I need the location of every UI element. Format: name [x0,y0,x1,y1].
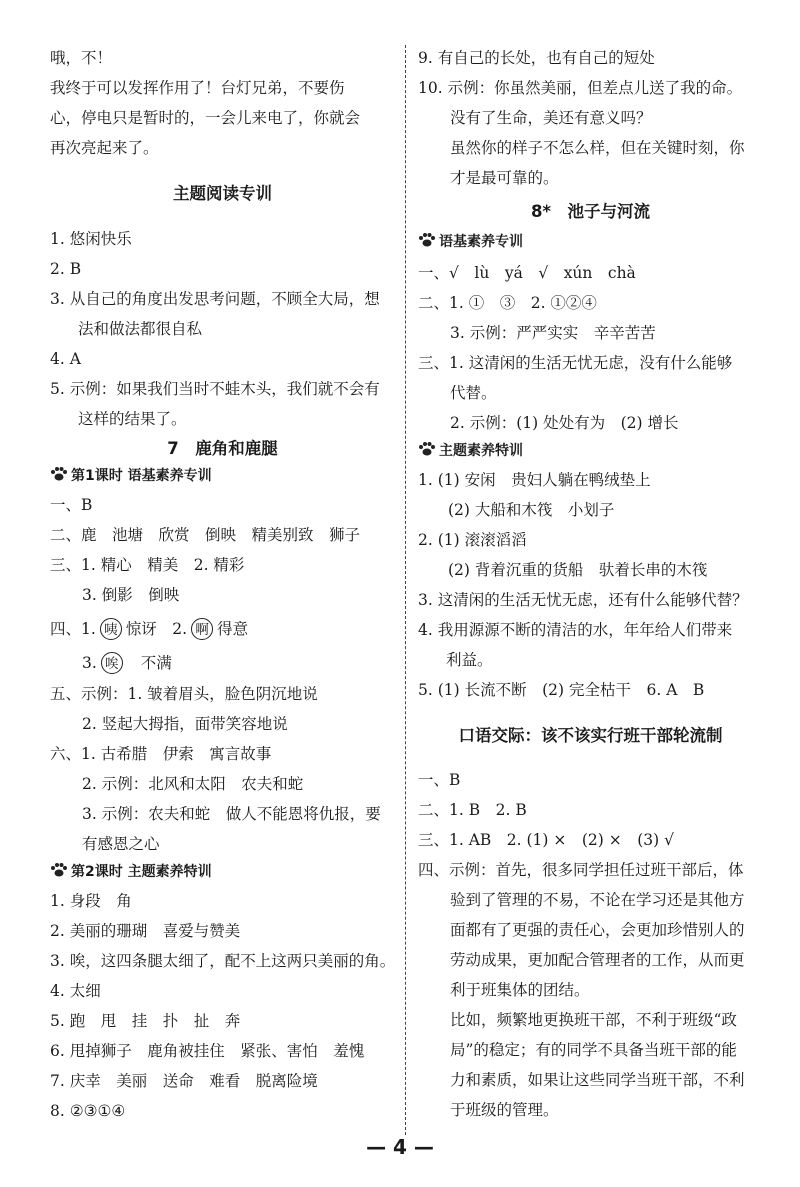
subsection-title [50,862,212,882]
answer-line: 一、B [418,771,461,789]
lesson-title: 7 鹿角和鹿腿 [167,439,278,458]
answer-line: 验到了管理的不易，不论在学习还是其他方 [450,891,745,909]
answer-line: 4. 太细 [50,982,101,1000]
answer-line: 3. 示例：严严实实 辛辛苦苦 [450,324,656,342]
answer-line: 2. 示例：北风和太阳 农夫和蛇 [82,775,304,793]
subsection-label: 第1课时 语基素养专训 [71,468,212,484]
text-line: 我终于可以发挥作用了！台灯兄弟，不要伤 [50,79,345,97]
paw-icon [50,863,68,877]
answer-line: 五、示例：1. 皱着眉头，脸色阴沉地说 [50,685,318,703]
paw-icon [418,233,436,247]
answer-line: 8. ②③①④ [50,1102,126,1120]
answer-line: 这样的结果了。 [78,410,187,428]
answer-line: 代替。 [450,384,497,402]
lesson-title: 8* 池子与河流 [530,202,651,221]
answer-line: 三、1. AB 2. (1) × (2) × (3) √ [418,831,675,849]
section-title: 主题阅读专训 [173,184,272,203]
answer-line: 没有了生命，美还有意义吗？ [450,109,652,127]
answer-line: 2. B [50,260,82,278]
answer-line: 1. (1) 安闲 贵妇人躺在鸭绒垫上 [418,471,651,489]
answer-line: 6. 甩掉狮子 鹿角被挂住 紧张、害怕 羞愧 [50,1042,365,1060]
answer-line: 四、示例：首先，很多同学担任过班干部后，体 [418,861,744,879]
circled-char: 咦 [100,618,122,640]
answer-line: 2. 示例：(1) 处处有为 (2) 增长 [450,414,679,432]
text-line: 心，停电只是暂时的，一会儿来电了，你就会 [50,109,361,127]
answer-line: 虽然你的样子不怎么样，但在关键时刻，你 [450,139,745,157]
answer-line: 局”的稳定；有的同学不具备当班干部的能 [450,1041,737,1059]
answer-line: 1. 身段 角 [50,892,132,910]
answer-line: 3. 从自己的角度出发思考问题，不顾全大局，想 [50,290,380,308]
answer-line: 3. 唉，这四条腿太细了，配不上这两只美丽的角。 [50,952,396,970]
answer-line: 2. (1) 滚滚滔滔 [418,531,527,549]
answer-line: 六、1. 古希腊 伊索 寓言故事 [50,745,272,763]
answer-line: 比如，频繁地更换班干部，不利于班级“政 [450,1011,737,1029]
answer-line: 一、B [50,496,93,514]
section-title: 口语交际：该不该实行班干部轮流制 [458,726,723,745]
answer-line: 才是最可靠的。 [450,169,559,187]
answer-line: 10. 示例：你虽然美丽，但差点儿送了我的命。 [418,79,743,97]
answer-line: 于班级的管理。 [450,1101,559,1119]
answer-line: 力和素质，如果让这些同学当班干部，不利 [450,1071,745,1089]
answer-line: 2. 美丽的珊瑚 喜爱与赞美 [50,922,241,940]
answer-line: 5. 示例：如果我们当时不蛙木头，我们就不会有 [50,380,380,398]
subsection-title [418,441,523,461]
answer-line: (2) 大船和木筏 小划子 [448,501,615,519]
answer-line-circled: 3. 唉 不满 [82,654,172,672]
answer-line: 二、1. ① ③ 2. ①②④ [418,294,597,312]
answer-line: 3. 示例：农夫和蛇 做人不能恩将仇报，要 [82,805,381,823]
answer-line: 3. 倒影 倒映 [82,586,180,604]
answer-line: 7. 庆幸 美丽 送命 难看 脱离险境 [50,1072,318,1090]
circled-char: 啊 [191,618,213,640]
answer-line: 三、1. 精心 精美 2. 精彩 [50,556,245,574]
subsection-title [50,466,212,486]
answer-line: 4. 我用源源不断的清洁的水，年年给人们带来 [418,621,733,639]
answer-line: 三、1. 这清闲的生活无忧无虑，没有什么能够 [418,354,733,372]
answer-line: 2. 竖起大拇指，面带笑容地说 [82,715,288,733]
subsection-title [418,232,523,252]
answer-line: 有感恩之心 [82,835,160,853]
answer-line: 3. 这清闲的生活无忧无虑，还有什么能够代替？ [418,591,748,609]
subsection-label: 第2课时 主题素养特训 [71,864,212,880]
subsection-label: 主题素养特训 [439,443,523,459]
answer-line: 利益。 [446,651,493,669]
answer-line: 1. 悠闲快乐 [50,230,132,248]
text-line: 再次亮起来了。 [50,139,159,157]
answer-line-circled: 四、1. 咦 惊讶 2. 啊 得意 [50,620,249,638]
answer-line: 一、√ lù yá √ xún chà [418,264,636,282]
answer-line: 二、1. B 2. B [418,801,527,819]
answer-line: 利于班集体的团结。 [450,981,590,999]
answer-line: 4. A [50,350,81,368]
answer-line: 面都有了更强的责任心，会更加珍惜别人的 [450,921,745,939]
answer-line: 法和做法都很自私 [78,320,203,338]
answer-line: 9. 有自己的长处，也有自己的短处 [418,49,655,67]
circled-char: 唉 [101,652,123,674]
page-number: — 4 — [366,1135,434,1159]
paw-icon [418,442,436,456]
text-line: 哦，不！ [50,49,113,67]
answer-line: 5. (1) 长流不断 (2) 完全枯干 6. A B [418,681,705,699]
answer-line: (2) 背着沉重的货船 驮着长串的木筏 [448,561,708,579]
column-divider [405,45,406,1135]
answer-line: 二、鹿 池塘 欣赏 倒映 精美别致 狮子 [50,526,361,544]
subsection-label: 语基素养专训 [439,234,523,250]
answer-line: 5. 跑 甩 挂 扑 扯 奔 [50,1012,241,1030]
answer-line: 劳动成果，更加配合管理者的工作，从而更 [450,951,745,969]
paw-icon [50,467,68,481]
